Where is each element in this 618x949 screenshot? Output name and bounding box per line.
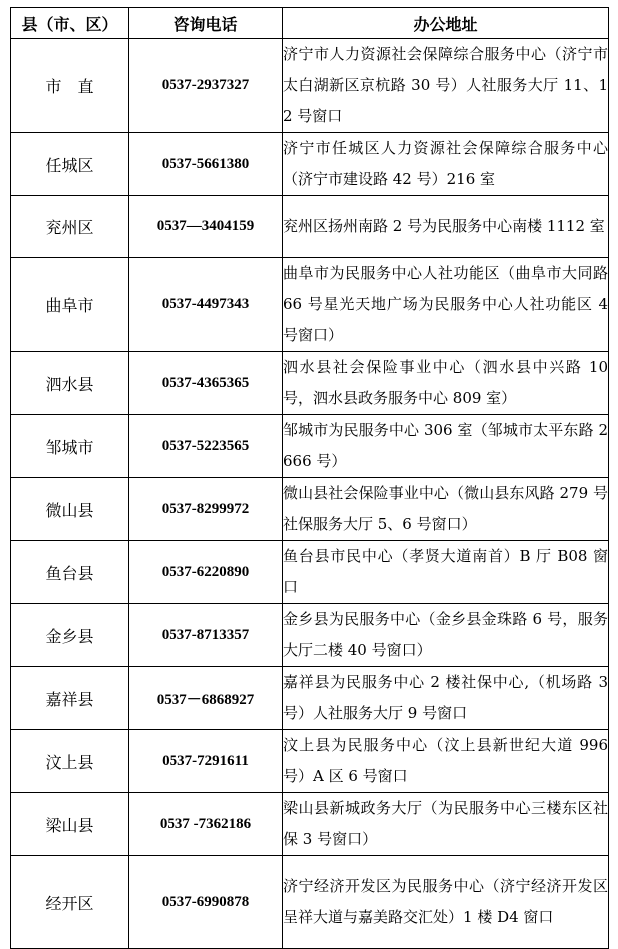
table-row <box>11 478 609 541</box>
table-row <box>11 196 609 258</box>
header-row <box>11 8 609 39</box>
county-cell: 嘉祥县 <box>11 667 129 730</box>
header-county: 县（市、区） <box>11 8 129 39</box>
table-row <box>11 352 609 415</box>
address-cell: 梁山县新城政务大厅（为民服务中心三楼东区社保 3 号窗口） <box>283 793 609 856</box>
phone-cell: 0537 -7362186 <box>129 793 283 856</box>
phone-cell: 0537—3404159 <box>129 196 283 258</box>
address-cell: 嘉祥县为民服务中心 2 楼社保中心,（机场路 3 号）人社服务大厅 9 号窗口 <box>283 667 609 730</box>
address-cell: 邹城市为民服务中心 306 室（邹城市太平东路 2666 号） <box>283 415 609 478</box>
address-cell: 曲阜市为民服务中心人社功能区（曲阜市大同路 66 号星光天地广场为民服务中心人社功能区 4 号窗口） <box>283 258 609 352</box>
address-cell: 金乡县为民服务中心（金乡县金珠路 6 号，服务大厅二楼 40 号窗口） <box>283 604 609 667</box>
table-row <box>11 258 609 352</box>
table-row <box>11 667 609 730</box>
table-row <box>11 793 609 856</box>
phone-cell: 0537-5661380 <box>129 133 283 196</box>
table-row <box>11 415 609 478</box>
county-cell: 曲阜市 <box>11 258 129 352</box>
header-address: 办公地址 <box>283 8 609 39</box>
table-row <box>11 730 609 793</box>
county-cell: 市 直 <box>11 39 129 133</box>
address-cell: 济宁经济开发区为民服务中心（济宁经济开发区呈祥大道与嘉美路交汇处）1 楼 D4 窗口 <box>283 856 609 949</box>
county-cell: 梁山县 <box>11 793 129 856</box>
county-cell: 泗水县 <box>11 352 129 415</box>
phone-cell: 0537-5223565 <box>129 415 283 478</box>
county-cell: 微山县 <box>11 478 129 541</box>
phone-cell: 0537-7291611 <box>129 730 283 793</box>
address-cell: 兖州区扬州南路 2 号为民服务中心南楼 1112 室 <box>283 196 609 258</box>
county-cell: 金乡县 <box>11 604 129 667</box>
address-cell: 鱼台县市民中心（孝贤大道南首）B 厅 B08 窗口 <box>283 541 609 604</box>
county-cell: 鱼台县 <box>11 541 129 604</box>
table-row <box>11 604 609 667</box>
table-row <box>11 856 609 949</box>
county-cell: 兖州区 <box>11 196 129 258</box>
table-row <box>11 541 609 604</box>
table-row <box>11 39 609 133</box>
contact-table <box>10 7 609 949</box>
address-cell: 微山县社会保险事业中心（微山县东风路 279 号社保服务大厅 5、6 号窗口） <box>283 478 609 541</box>
phone-cell: 0537-6990878 <box>129 856 283 949</box>
address-cell: 济宁市人力资源社会保障综合服务中心（济宁市太白湖新区京杭路 30 号）人社服务大厅 11、12 号窗口 <box>283 39 609 133</box>
address-cell: 汶上县为民服务中心（汶上县新世纪大道 996 号）A 区 6 号窗口 <box>283 730 609 793</box>
phone-cell: 0537－6868927 <box>129 667 283 730</box>
header-phone: 咨询电话 <box>129 8 283 39</box>
address-cell: 泗水县社会保险事业中心（泗水县中兴路 10 号，泗水县政务服务中心 809 室） <box>283 352 609 415</box>
table-row <box>11 133 609 196</box>
phone-cell: 0537-8713357 <box>129 604 283 667</box>
phone-cell: 0537-2937327 <box>129 39 283 133</box>
county-cell: 经开区 <box>11 856 129 949</box>
phone-cell: 0537-4497343 <box>129 258 283 352</box>
address-cell: 济宁市任城区人力资源社会保障综合服务中心（济宁市建设路 42 号）216 室 <box>283 133 609 196</box>
phone-cell: 0537-4365365 <box>129 352 283 415</box>
county-cell: 汶上县 <box>11 730 129 793</box>
county-cell: 任城区 <box>11 133 129 196</box>
phone-cell: 0537-6220890 <box>129 541 283 604</box>
phone-cell: 0537-8299972 <box>129 478 283 541</box>
county-cell: 邹城市 <box>11 415 129 478</box>
